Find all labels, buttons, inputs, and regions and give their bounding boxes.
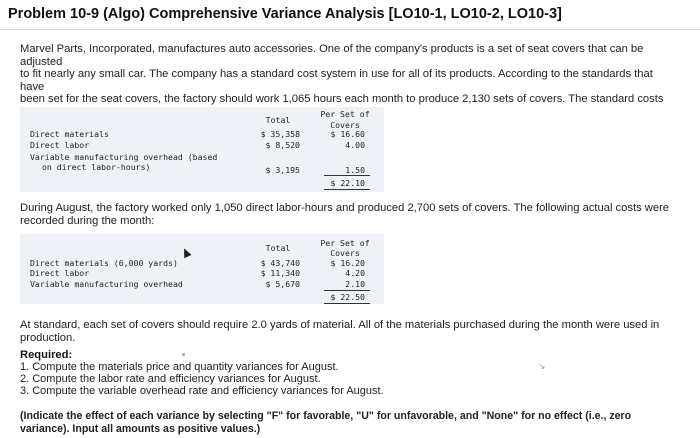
standard-header-per-set-2: Covers	[330, 120, 360, 130]
actual-row-total: $ 43,740	[260, 258, 300, 268]
standard-row-label: Direct labor	[30, 140, 90, 150]
standard-row-per-set: $ 16.60	[330, 129, 365, 139]
standard-subtotal-rule	[324, 175, 370, 176]
standard-note-line-1: At standard, each set of covers should require 2.0 yards of material. All of the materials purchased during the month were used in	[20, 319, 660, 331]
standard-note-line-2: production.	[20, 331, 76, 344]
intro-line-1: Marvel Parts, Incorporated, manufactures auto accessories. One of the company's products is a set of seat covers that can be adjusted	[20, 43, 644, 68]
actual-row-per-set: 2.10	[345, 279, 365, 289]
standard-row-per-set: 1.50	[345, 165, 365, 175]
actual-total-rule	[324, 303, 370, 304]
standard-header-per-set-1: Per Set of	[320, 109, 370, 119]
instruction-line-2: variance). Input all amounts as positive values.)	[20, 422, 261, 435]
required-item: 2. Compute the labor rate and efficiency variances for August.	[20, 373, 321, 385]
actual-row-label: Direct materials (6,000 yards)	[30, 258, 178, 268]
intro-line-3: been set for the seat covers, the factory should work 1,065 hours each month to produce 2,130 sets of covers. The standard costs	[20, 93, 664, 106]
standard-row-label: Variable manufacturing overhead (based	[30, 152, 218, 162]
actual-row-per-set: 4.20	[345, 268, 365, 278]
standard-note-paragraph	[20, 319, 680, 344]
standard-row-total: $ 3,195	[265, 165, 300, 175]
actual-header-per-set-1: Per Set of	[320, 238, 370, 248]
actual-row-per-set: $ 16.20	[330, 258, 365, 268]
actual-cost-table	[20, 234, 384, 304]
standard-per-set-total: $ 22.10	[330, 178, 365, 188]
actual-costs-paragraph	[20, 202, 680, 227]
actual-header-per-set-2: Covers	[330, 248, 360, 258]
standard-row-label: Direct materials	[30, 129, 109, 139]
instruction-note	[20, 410, 660, 435]
mouse-cursor-icon	[180, 247, 191, 259]
chevron-icon: ↘	[538, 361, 546, 371]
instruction-line-1: (Indicate the effect of each variance by selecting "F" for favorable, "U" for unfavorable, and "None" for no effect (i.e., zero	[20, 410, 632, 422]
actual-subtotal-rule	[324, 290, 370, 291]
actual-row-label: Direct labor	[30, 268, 90, 278]
required-item: 3. Compute the variable overhead rate and efficiency variances for August.	[20, 385, 384, 397]
middle-line-1: During August, the factory worked only 1,050 direct labor-hours and produced 2,700 sets of covers. The following actual costs were	[20, 202, 670, 214]
standard-row-label-cont: on direct labor-hours)	[42, 162, 151, 172]
required-item: 1. Compute the materials price and quantity variances for August.	[20, 361, 339, 373]
actual-row-label: Variable manufacturing overhead	[30, 279, 183, 289]
standard-row-per-set: 4.00	[345, 140, 365, 150]
decorative-dot	[182, 353, 185, 356]
actual-row-total: $ 5,670	[265, 279, 300, 289]
standard-row-total: $ 8,520	[265, 140, 300, 150]
standard-row-total: $ 35,358	[260, 129, 300, 139]
middle-line-2: recorded during the month:	[20, 214, 155, 227]
actual-per-set-total: $ 22.50	[330, 292, 365, 302]
actual-header-total: Total	[265, 243, 291, 253]
actual-row-total: $ 11,340	[260, 268, 300, 278]
standard-cost-table	[20, 107, 384, 192]
intro-line-2: to fit nearly any small car. The company has a standard cost system in use for all of its products. According to the standards that have	[20, 68, 653, 93]
required-heading: Required:	[20, 349, 73, 361]
standard-total-rule	[324, 189, 370, 190]
title-divider	[0, 29, 700, 30]
standard-header-total: Total	[265, 115, 291, 125]
page-title: Problem 10-9 (Algo) Comprehensive Variance Analysis [LO10-1, LO10-2, LO10-3]	[8, 6, 562, 22]
